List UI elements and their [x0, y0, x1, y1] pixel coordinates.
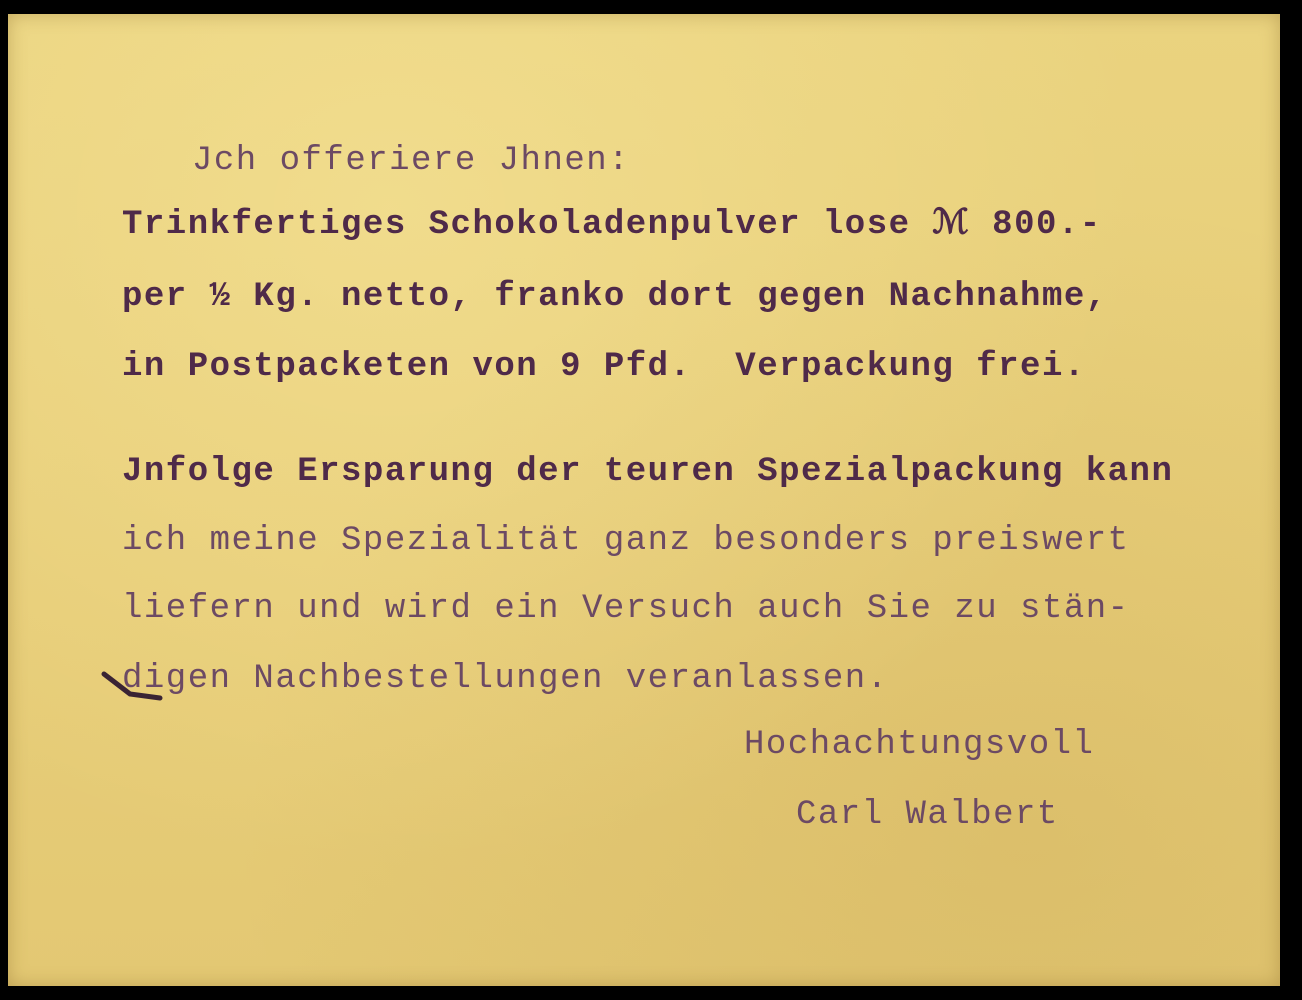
body-line-3: liefern und wird ein Versuch auch Sie zu stän- [122, 590, 1130, 628]
body-line-1: Jnfolge Ersparung der teuren Spezialpackung kann [122, 453, 1174, 491]
ink-stroke-mark [100, 668, 170, 708]
signature: Carl Walbert [796, 796, 1059, 834]
offer-line-3: in Postpacketen von 9 Pfd. Verpackung frei. [122, 348, 1086, 386]
body-line-4: digen Nachbestellungen veranlassen. [122, 660, 889, 698]
greeting: Jch offeriere Jhnen: [192, 142, 631, 180]
offer-line-1: Trinkfertiges Schokoladenpulver lose ℳ 800.- [122, 206, 1102, 244]
closing: Hochachtungsvoll [744, 726, 1095, 764]
body-line-2: ich meine Spezialität ganz besonders preiswert [122, 522, 1130, 560]
offer-line-2: per ½ Kg. netto, franko dort gegen Nachnahme, [122, 278, 1108, 316]
